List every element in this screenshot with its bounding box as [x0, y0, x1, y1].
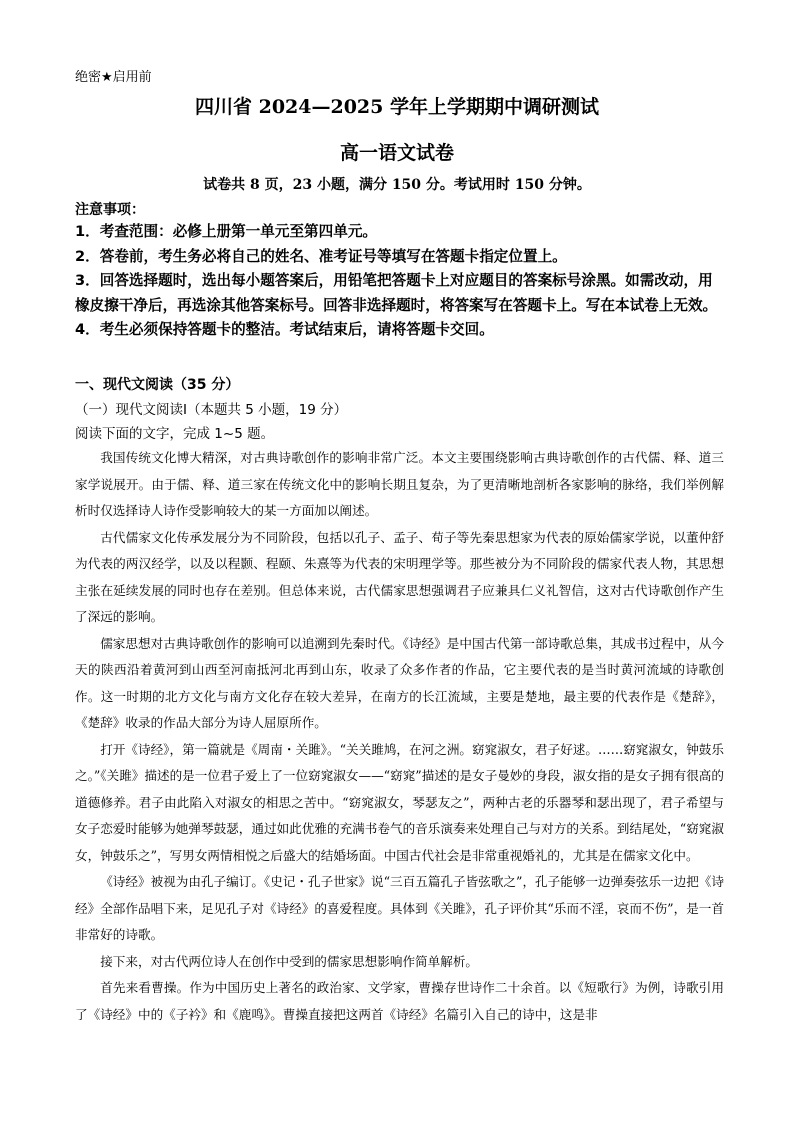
article-paragraph: 古代儒家文化传承发展分为不同阶段，包括以孔子、孟子、荀子等先秦思想家为代表的原始儒家学说，以董仲舒为代表的两汉经学，以及以程颢、程颐、朱熹等为代表的宋明理学等。那些被分为不同阶段的儒家代表人物，其思想主张在延续发展的同时也存在差别。但总体来说，古代儒家思想强调君子应兼具仁义礼智信，这对古代诗歌创作产生了深远的影响。 [75, 529, 724, 624]
article-paragraph: 接下来，对古代两位诗人在创作中受到的儒家思想影响作简单解析。 [100, 953, 478, 969]
section-subtitle: （一）现代文阅读Ⅰ（本题共 5 小题，19 分） [75, 402, 348, 418]
section-title: 一、现代文阅读（35 分） [75, 377, 240, 393]
notice-list [75, 220, 723, 343]
notice-item: 1．考查范围：必修上册第一单元至第四单元。 [75, 223, 378, 240]
exam-subtitle: 高一语文试卷 [339, 142, 454, 164]
article-paragraph: 首先来看曹操。作为中国历史上著名的政治家、文学家，曹操存世诗作二十余首。以《短歌行》为例，诗歌引用了《诗经》中的《子衿》和《鹿鸣》。曹操直接把这两首《诗经》名篇引入自己的诗中，这是非 [75, 980, 724, 1022]
notice-heading: 注意事项： [75, 202, 145, 218]
article-paragraph: 儒家思想对古典诗歌创作的影响可以追溯到先秦时代。《诗经》是中国古代第一部诗歌总集，其成书过程中，从今天的陕西沿着黄河到山西至河南抵河北再到山东，收录了众多作者的作品，它主要代表的是当时黄河流域的诗歌创作。这一时期的北方文化与南方文化存在较大差异，在南方的长江流域，主要是楚地，最主要的代表作是《楚辞》，《楚辞》收录的作品大部分为诗人屈原所作。 [75, 635, 724, 730]
exam-title: 四川省 2024—2025 学年上学期期中调研测试 [195, 96, 599, 118]
section-instruction: 阅读下面的文字，完成 1~5 题。 [75, 426, 275, 442]
article-paragraph: 《诗经》被视为由孔子编订。《史记・孔子世家》说“三百五篇孔子皆弦歌之”，孔子能够一边弹奏弦乐一边把《诗经》全部作品唱下来，足见孔子对《诗经》的喜爱程度。具体到《关雎》，孔子评价其“乐而不淫，哀而不伤”，是一首非常好的诗歌。 [75, 874, 724, 942]
article-paragraph: 打开《诗经》，第一篇就是《周南・关雎》。“关关雎鸠，在河之洲。窈窕淑女，君子好逑。……窈窕淑女，钟鼓乐之。”《关雎》描述的是一位君子爱上了一位窈窕淑女——“窈窕”描述的是女子曼妙的身段，淑女指的是女子拥有很高的道德修养。君子由此陷入对淑女的相思之苦中。“窈窕淑女，琴瑟友之”，两种古老的乐器琴和瑟出现了，君子希望与女子恋爱时能够为她弹琴鼓瑟，通过如此优雅的充满书卷气的音乐演奏来处理自己与对方的关系。到结尾处，“窈窕淑女，钟鼓乐之”，写男女两情相悦之后盛大的结婚场面。中国古代社会是非常重视婚礼的，尤其是在儒家文化中。 [75, 741, 724, 863]
notice-item: 3．回答选择题时，选出每小题答案后，用铅笔把答题卡上对应题目的答案标号涂黑。如需改动，用橡皮擦干净后，再选涂其他答案标号。回答非选择题时，将答案写在答题卡上。写在本试卷上无效。 [75, 272, 718, 314]
reading-article [75, 445, 724, 1028]
notice-item: 2．答卷前，考生务必将自己的姓名、准考证号等填写在答题卡指定位置上。 [75, 247, 567, 265]
article-paragraph: 我国传统文化博大精深，对古典诗歌创作的影响非常广泛。本文主要围绕影响古典诗歌创作的古代儒、释、道三家学说展开。由于儒、释、道三家在传统文化中的影响长期且复杂，为了更清晰地剖析各家影响的脉络，我们举例解析时仅选择诗人诗作受影响较大的某一方面加以阐述。 [75, 450, 724, 518]
notice-item: 4．考生必须保持答题卡的整洁。考试结束后，请将答题卡交回。 [75, 321, 494, 338]
exam-info: 试卷共 8 页，23 小题，满分 150 分。考试用时 150 分钟。 [203, 177, 591, 193]
secret-mark: 绝密★启用前 [75, 70, 152, 85]
